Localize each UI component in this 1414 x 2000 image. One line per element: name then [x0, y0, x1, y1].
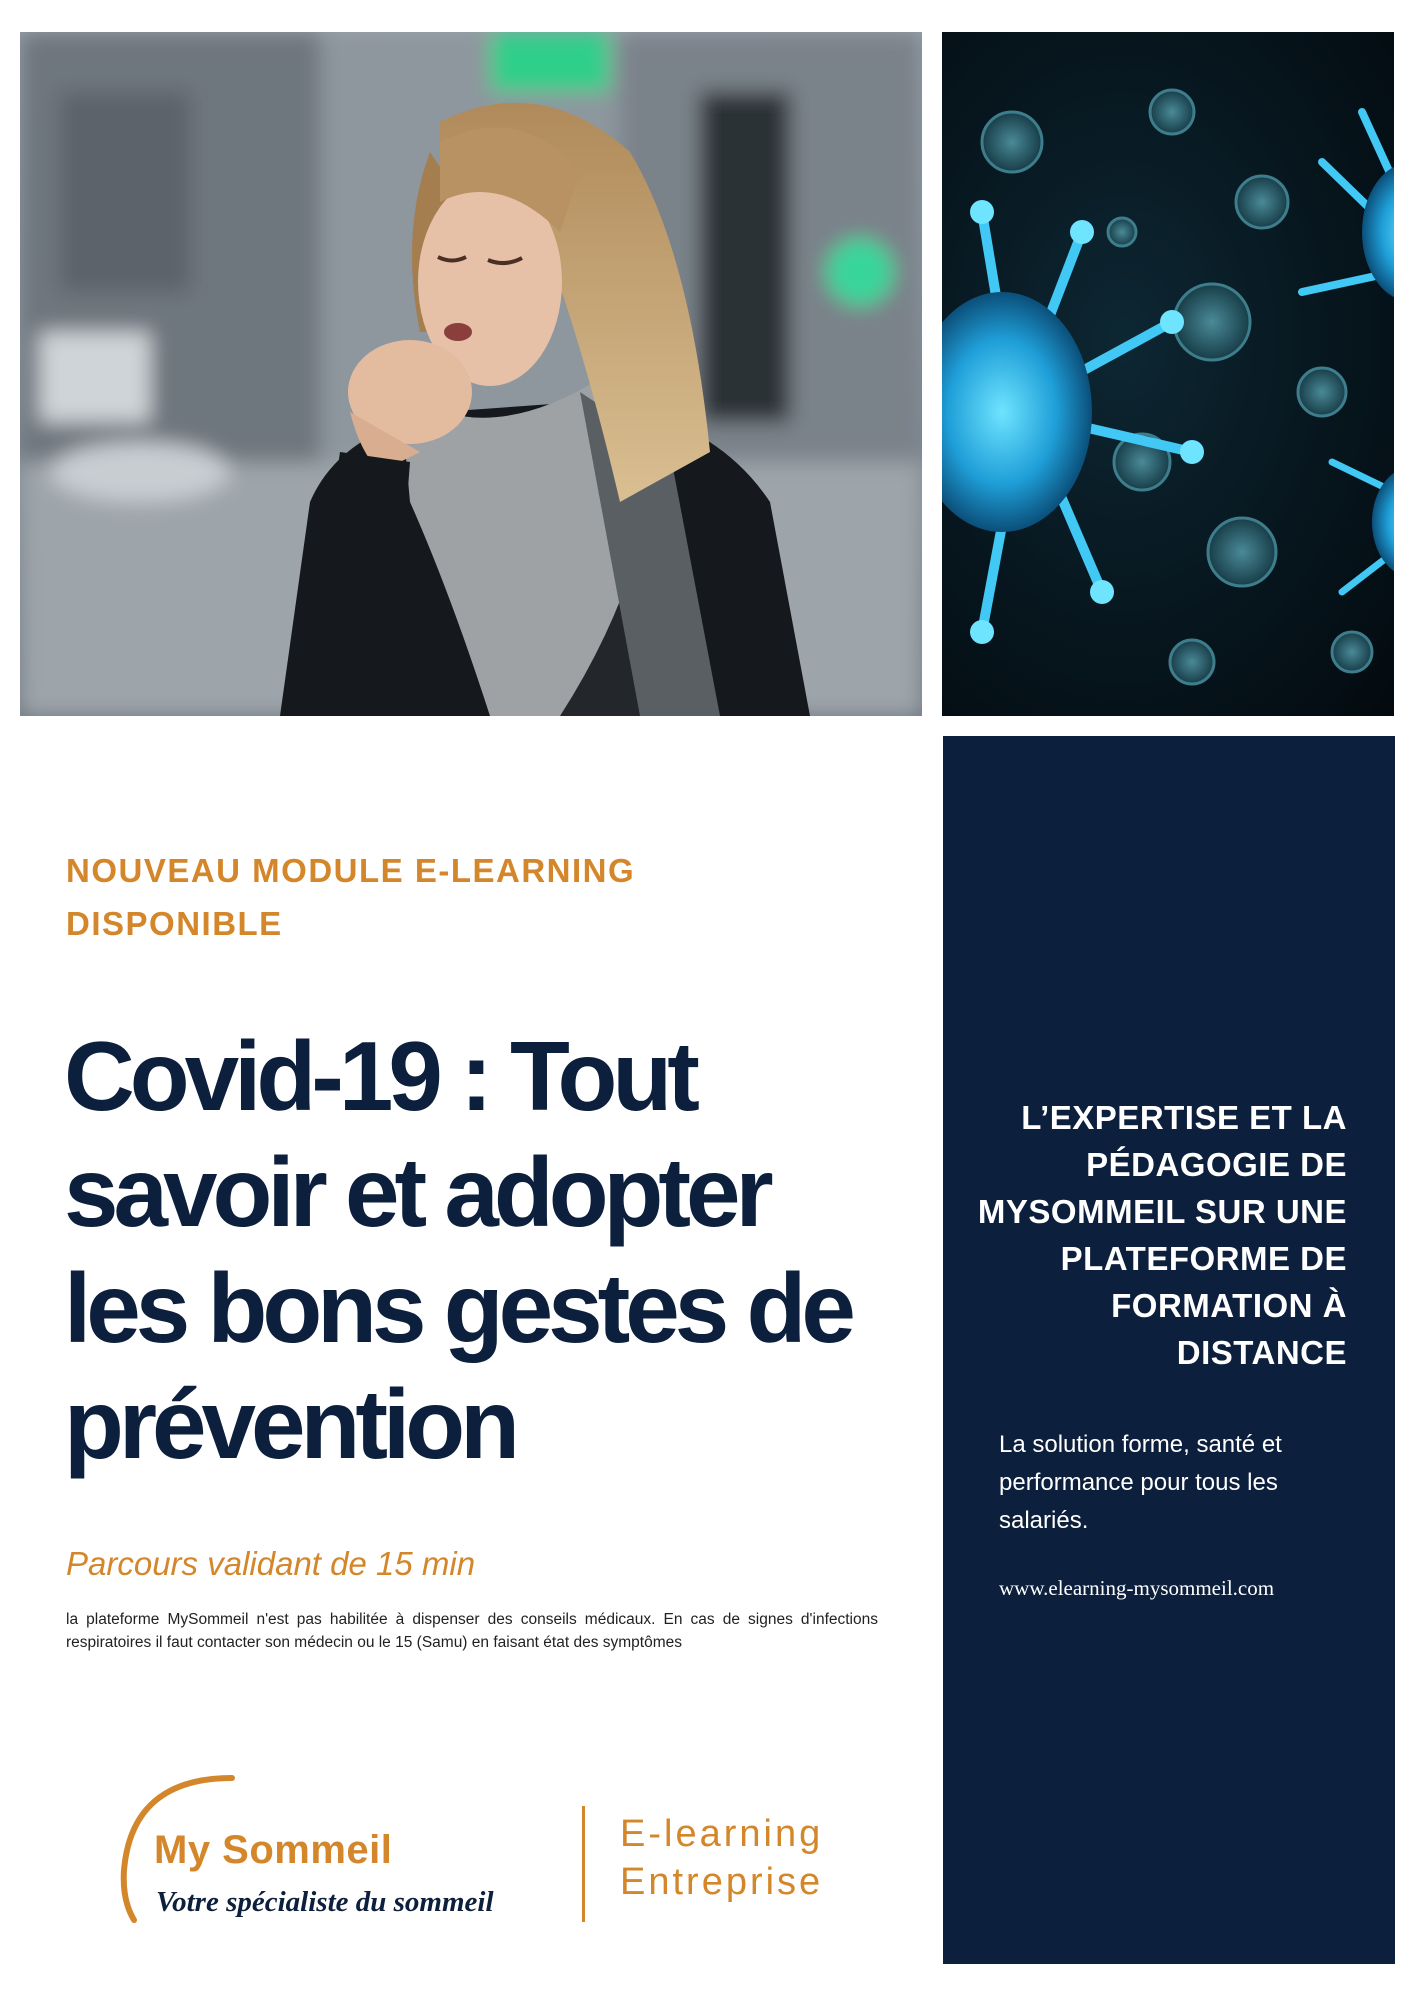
website-link[interactable]: www.elearning-mysommeil.com — [999, 1576, 1275, 1600]
logo-name: My Sommeil — [154, 1828, 393, 1872]
logo-divider — [582, 1806, 585, 1922]
panel-heading: L’EXPERTISE ET LA PÉDAGOGIE DE MYSOMMEIL SUR UNE PLATEFORME DE FORMATION À DISTANCE — [977, 1099, 1347, 1371]
medical-disclaimer: la plateforme MySommeil n'est pas habilitée à dispenser des conseils médicaux. En cas de signes d'infections respiratoires il faut contacter son médecin ou le 15 (Samu) en faisant état des symptômes — [66, 1611, 878, 1651]
panel-tagline: La solution forme, santé et performance pour tous les salariés. — [999, 1431, 1282, 1534]
main-title: Covid-19 : Tout savoir et adopter les bons gestes de prévention — [64, 1021, 851, 1479]
logo-product-line2: Entreprise — [620, 1861, 824, 1903]
coronavirus-photo — [942, 32, 1394, 716]
logo-product — [620, 1810, 823, 1906]
info-panel — [943, 736, 1395, 1964]
logo-tagline: Votre spécialiste du sommeil — [156, 1886, 494, 1918]
course-duration: Parcours validant de 15 min — [66, 1545, 476, 1582]
mysommeil-logo — [112, 1770, 932, 1940]
kicker-text: NOUVEAU MODULE E-LEARNING DISPONIBLE — [66, 852, 636, 942]
woman-coughing-photo — [20, 32, 922, 716]
logo-product-line1: E-learning — [620, 1813, 824, 1855]
